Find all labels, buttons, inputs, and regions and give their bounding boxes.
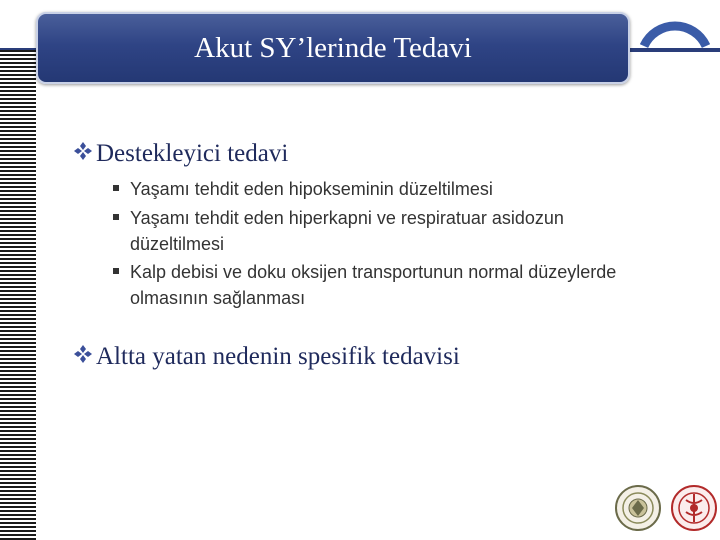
square-bullet-icon — [113, 268, 119, 274]
bullet-level1-text: Altta yatan nedenin spesifik tedavisi — [96, 343, 460, 370]
bullet-level1 — [74, 343, 460, 371]
bullet-level2-text: Yaşamı tehdit eden hipokseminin düzeltilmesi — [130, 179, 493, 199]
bullet-level2 — [113, 176, 620, 202]
footer-logos — [612, 478, 720, 540]
bullet-level1-text: Destekleyici tedavi — [96, 140, 289, 167]
medical-faculty-seal-icon — [672, 486, 716, 530]
square-bullet-icon — [113, 214, 119, 220]
diamond-cluster-icon — [74, 142, 92, 160]
square-bullet-icon — [113, 185, 119, 191]
bullet-level2 — [113, 205, 620, 257]
left-decorative-stripes — [0, 50, 36, 540]
university-seal-icon — [616, 486, 660, 530]
slide-title-box — [36, 12, 630, 84]
bullet-level1 — [74, 140, 288, 168]
bullet-level2-text: Yaşamı tehdit eden hiperkapni ve respiratuar asidozun düzeltilmesi — [130, 208, 564, 254]
diamond-cluster-icon — [74, 345, 92, 363]
corner-arc-decoration — [640, 6, 710, 76]
bullet-level2 — [113, 259, 620, 311]
bullet-level2-text: Kalp debisi ve doku oksijen transportunun normal düzeylerde olmasının sağlanması — [130, 262, 617, 308]
slide-title: Akut SY’lerinde Tedavi — [194, 32, 472, 64]
